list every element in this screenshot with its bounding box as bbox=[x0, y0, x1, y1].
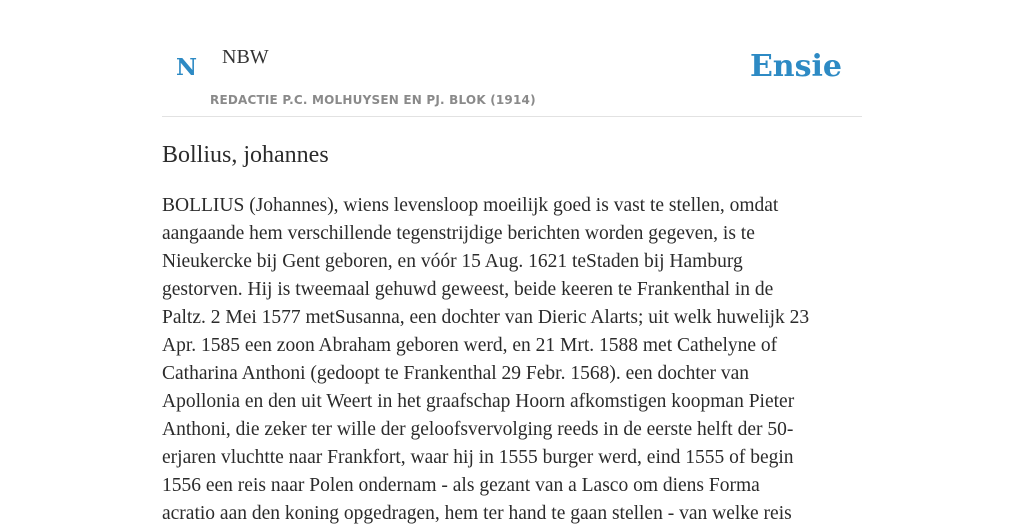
body-line: Apr. 1585 een zoon Abraham geboren werd, en 21 Mrt. 1588 met Cathelyne of bbox=[162, 335, 778, 356]
source-title[interactable]: NBW bbox=[222, 46, 269, 68]
body-line: Apollonia en den uit Weert in het graafschap Hoorn afkomstigen koopman Pieter bbox=[162, 391, 795, 412]
entry-title: Bollius, johannes bbox=[162, 142, 329, 168]
source-subtitle: REDACTIE P.C. MOLHUYSEN EN PJ. BLOK (1914) bbox=[210, 93, 536, 107]
body-line: Paltz. 2 Mei 1577 metSusanna, een dochter van Dieric Alarts; uit welk huwelijk 23 bbox=[162, 307, 810, 328]
body-line: erjaren vluchtte naar Frankfort, waar hij in 1555 burger werd, eind 1555 of begin bbox=[162, 447, 794, 468]
body-line: Anthoni, die zeker ter wille der geloofsvervolging reeds in de eerste helft der 50- bbox=[162, 419, 794, 440]
entry-body bbox=[162, 192, 862, 528]
body-line: gestorven. Hij is tweemaal gehuwd geweest, beide keeren te Frankenthal in de bbox=[162, 279, 774, 300]
brand-logo[interactable]: Ensie bbox=[749, 49, 842, 84]
body-line: 1556 een reis naar Polen ondernam - als gezant van a Lasco om diens Forma bbox=[162, 475, 760, 496]
source-header bbox=[162, 0, 862, 117]
body-line: BOLLIUS (Johannes), wiens levensloop moeilijk goed is vast te stellen, omdat bbox=[162, 195, 779, 216]
body-line: aangaande hem verschillende tegenstrijdige berichten worden gegeven, is te bbox=[162, 223, 755, 244]
body-line: Catharina Anthoni (gedoopt te Frankenthal 29 Febr. 1568). een dochter van bbox=[162, 363, 750, 384]
body-line: acratio aan den koning opgedragen, hem ter hand te gaan stellen - van welke reis bbox=[162, 503, 792, 524]
source-logo[interactable]: N bbox=[176, 54, 198, 81]
body-line: Nieukercke bij Gent geboren, en vóór 15 Aug. 1621 teStaden bij Hamburg bbox=[162, 251, 743, 272]
